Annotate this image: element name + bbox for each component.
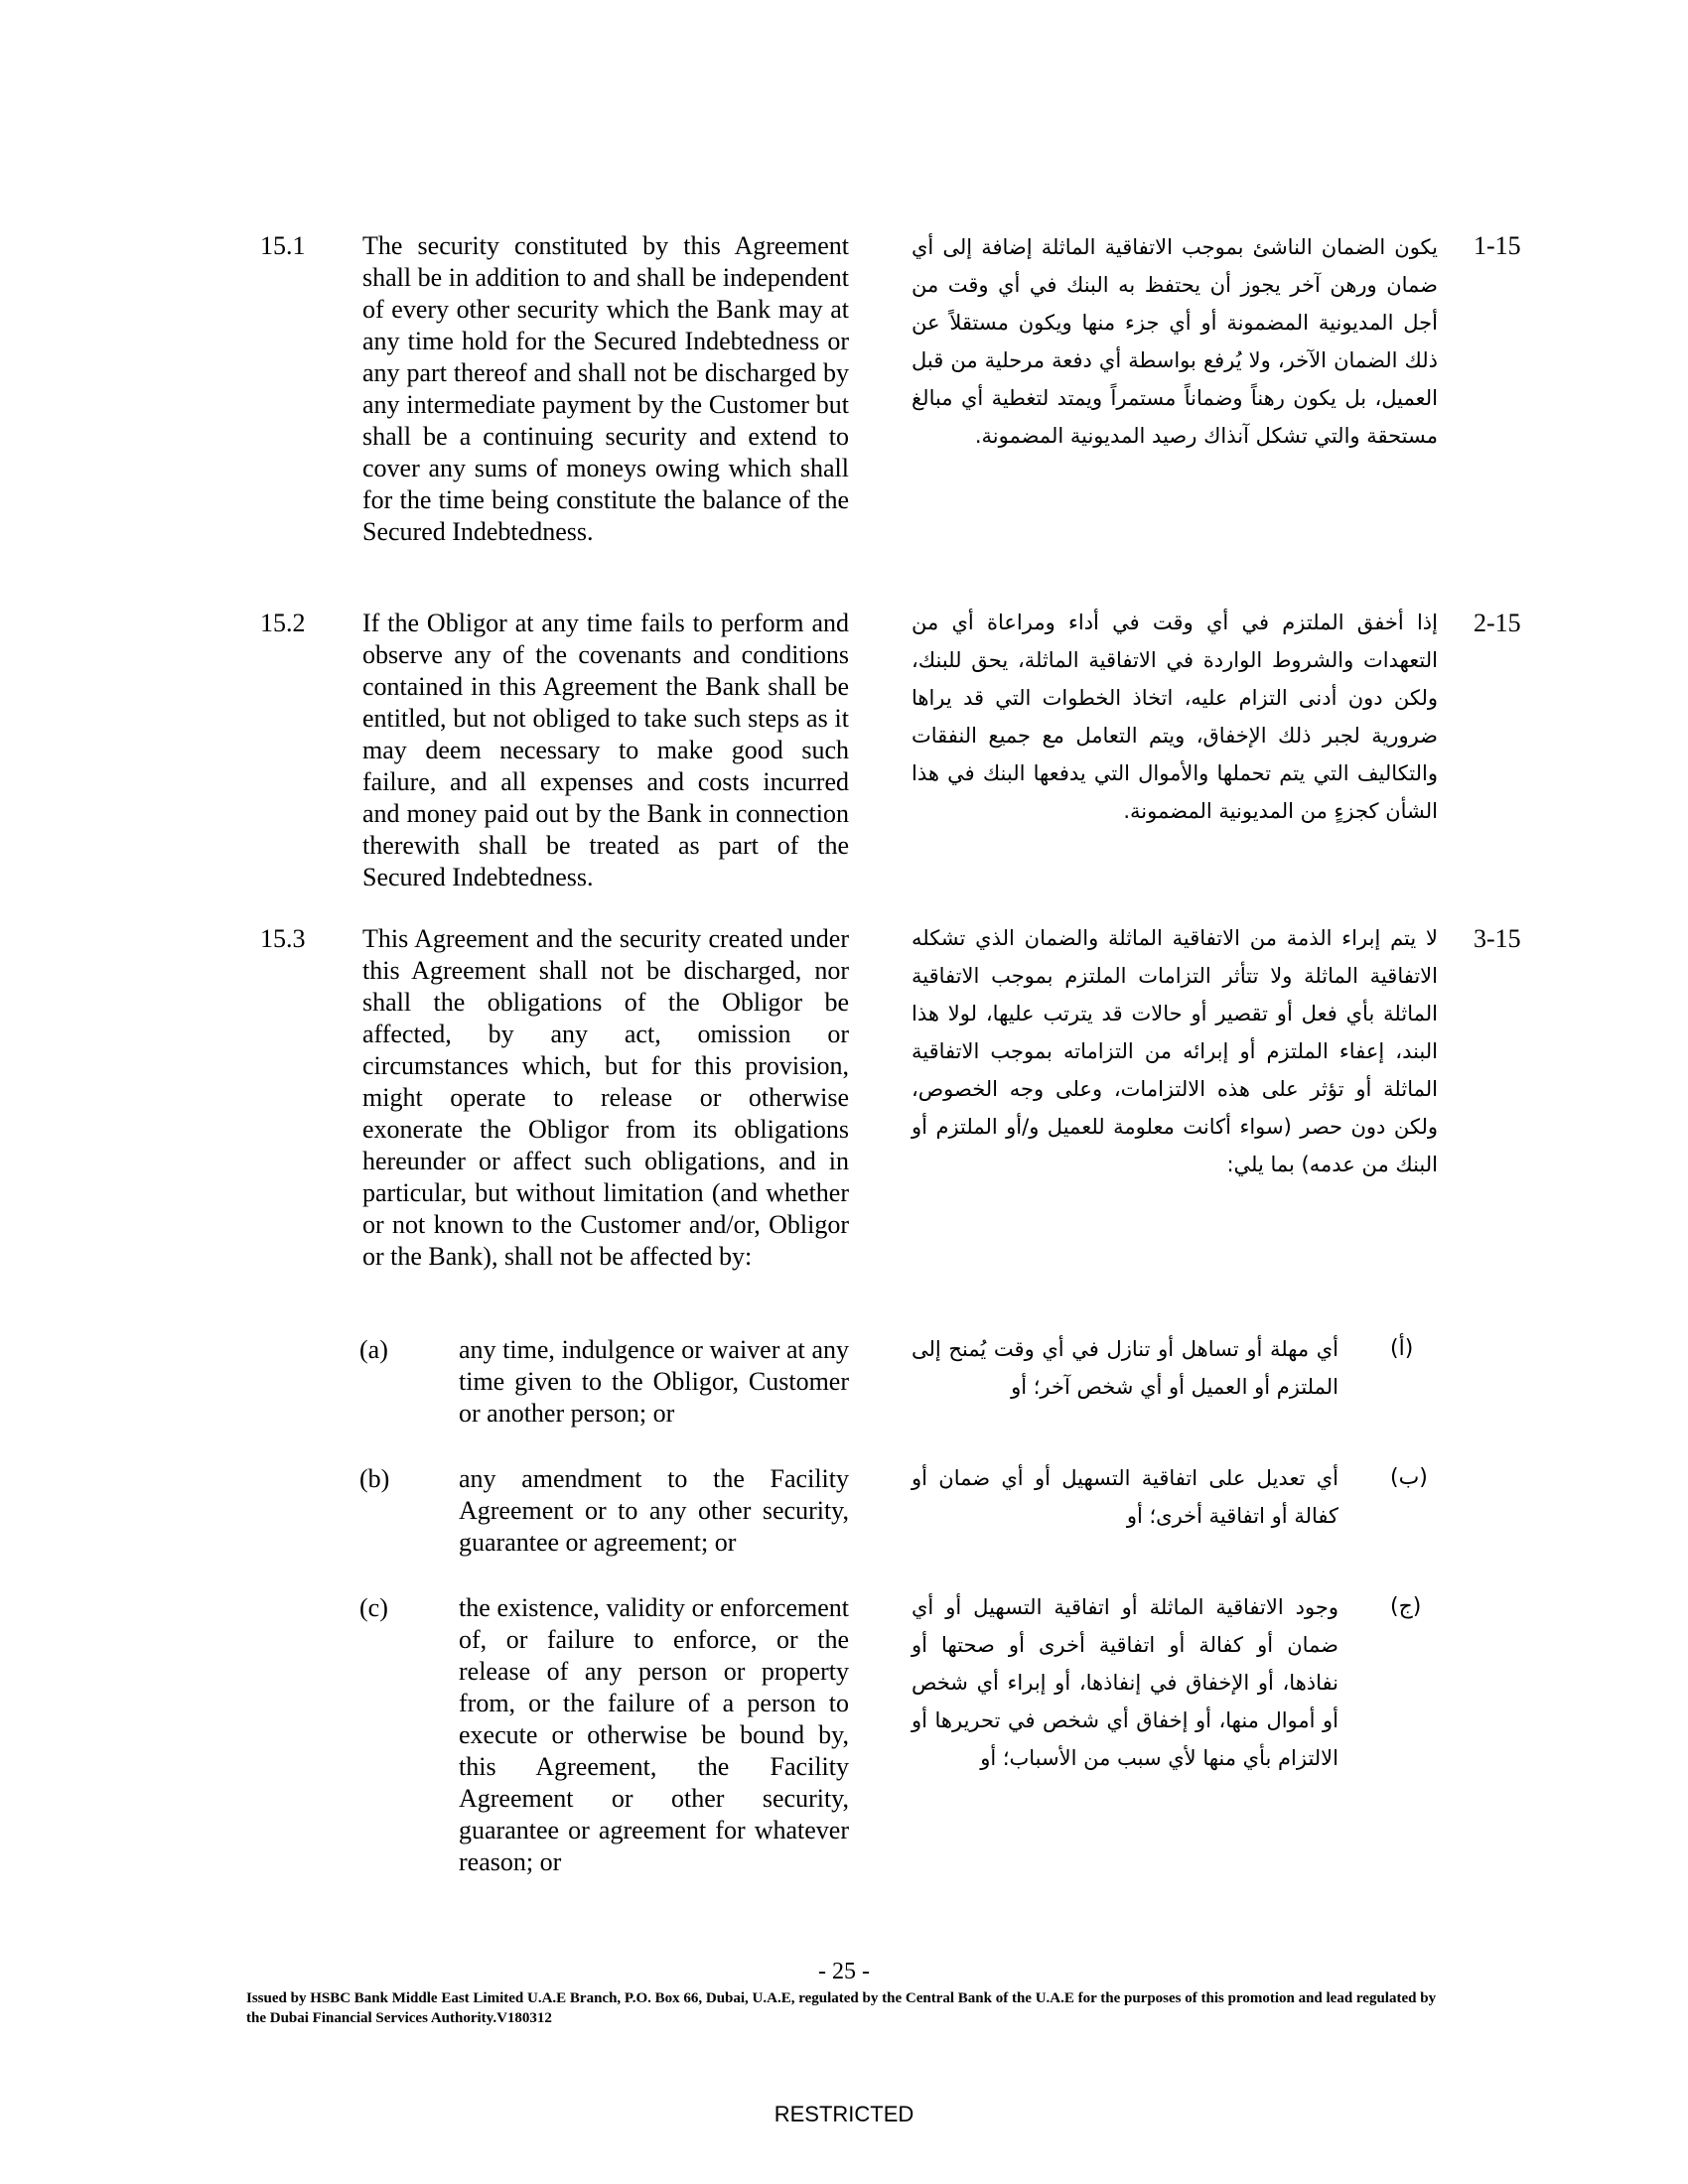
arabic-subclause-text: أي تعديل على اتفاقية التسهيل أو أي ضمان أو كفالة أو اتفاقية أخرى؛ أو bbox=[912, 1466, 1338, 1528]
subclause-letter: (c) bbox=[359, 1593, 388, 1622]
clause-text: If the Obligor at any time fails to perform and observe any of the covenants and conditions contained in this Agreement the Bank shall be entitled, but not obliged to take such steps as it may deem necessary to make good such failure, and all expenses and costs incurred and money paid out by the Bank in connection therewith shall be treated as part of the Secured Indebtedness. bbox=[362, 609, 849, 891]
page-number: - 25 - bbox=[818, 1959, 870, 1984]
arabic-clause-number: 3-15 bbox=[1474, 924, 1521, 953]
arabic-clause-number: 1-15 bbox=[1474, 231, 1521, 260]
clause-number: 15.2 bbox=[260, 609, 306, 637]
arabic-subclause-letter: (أ) bbox=[1390, 1336, 1414, 1361]
subclause-text: any time, indulgence or waiver at any time given to the Obligor, Customer or another person; or bbox=[459, 1335, 849, 1428]
arabic-clause-number: 2-15 bbox=[1474, 609, 1521, 637]
clause-text: This Agreement and the security created under this Agreement shall not be discharged, nor shall the obligations of the Obligor be affected, by any act, omission or circumstances which, but for this provision, might operate to release or otherwise exonerate the Obligor from its obligations hereunder or affect such obligations, and in particular, but without limitation (and whether or not known to the Customer and/or, Obligor or the Bank), shall not be affected by: bbox=[362, 924, 849, 1271]
arabic-subclause-letter: (ب) bbox=[1390, 1465, 1428, 1490]
arabic-subclause-text: أي مهلة أو تساهل أو تنازل في أي وقت يُمنح إلى الملتزم أو العميل أو أي شخص آخر؛ أو bbox=[912, 1337, 1338, 1399]
arabic-clause-text: لا يتم إبراء الذمة من الاتفاقية الماثلة والضمان الذي تشكله الاتفاقية الماثلة ولا تتأثر التزامات الملتزم بموجب الاتفاقية الماثلة بأي فعل أو تقصير أو حالات قد يترتب عليها، لولا هذا البند، إعفاء الملتزم أو إبرائه من التزاماته بموجب الاتفاقية الماثلة أو تؤثر على هذه الالتزامات، وعلى وجه الخصوص، ولكن دون حصر (سواء أكانت معلومة للعميل و/أو الملتزم أو البنك من عدمه) بما يلي: bbox=[912, 926, 1438, 1176]
arabic-subclause-letter: (ج) bbox=[1390, 1594, 1422, 1619]
clause-text: The security constituted by this Agreement shall be in addition to and shall be independent of every other security which the Bank may at any time hold for the Secured Indebtedness or any part thereof and shall not be discharged by any intermediate payment by the Customer but shall be a continuing security and extend to cover any sums of moneys owing which shall for the time being constitute the balance of the Secured Indebtedness. bbox=[362, 231, 849, 546]
subclause-letter: (b) bbox=[359, 1464, 390, 1493]
arabic-clause-text: يكون الضمان الناشئ بموجب الاتفاقية الماثلة إضافة إلى أي ضمان ورهن آخر يجوز أن يحتفظ به البنك في أي وقت من أجل المديونية المضمونة أو أي جزء منها ويكون مستقلاً عن ذلك الضمان الآخر، ولا يُرفع بواسطة أي دفعة مرحلية من قبل العميل، بل يكون رهناً وضماناً مستمراً ويمتد لتغطية أي مبالغ مستحقة والتي تشكل آنذاك رصيد المديونية المضمونة. bbox=[912, 235, 1438, 448]
clause-number: 15.3 bbox=[260, 924, 306, 953]
subclause-letter: (a) bbox=[359, 1335, 388, 1364]
classification-label: RESTRICTED bbox=[774, 2102, 914, 2126]
subclause-text: any amendment to the Facility Agreement or to any other security, guarantee or agreement; or bbox=[459, 1464, 849, 1557]
arabic-clause-text: إذا أخفق الملتزم في أي وقت في أداء ومراعاة أي من التعهدات والشروط الواردة في الاتفاقية الماثلة، يحق للبنك، ولكن دون أدنى التزام عليه، اتخاذ الخطوات التي قد يراها ضرورية لجبر ذلك الإخفاق، ويتم التعامل مع جميع النفقات والتكاليف التي يتم تحملها والأموال التي يدفعها البنك في هذا الشأن كجزءٍ من المديونية المضمونة. bbox=[912, 611, 1438, 823]
issuer-disclaimer: Issued by HSBC Bank Middle East Limited U.A.E Branch, P.O. Box 66, Dubai, U.A.E, regulated by the Central Bank of the U.A.E for the purposes of this promotion and lead regulated by the Dubai Financial Services Authority.V180312 bbox=[246, 1990, 1437, 2026]
arabic-subclause-text: وجود الاتفاقية الماثلة أو اتفاقية التسهيل أو أي ضمان أو كفالة أو اتفاقية أخرى أو صحتها أو نفاذها، أو الإخفاق في إنفاذها، أو إبراء أي شخص أو أموال منها، أو إخفاق أي شخص في تحريرها أو الالتزام بأي منها لأي سبب من الأسباب؛ أو bbox=[912, 1595, 1338, 1770]
subclause-text: the existence, validity or enforcement of, or failure to enforce, or the release of any person or property from, or the failure of a person to execute or otherwise be bound by, this Agreement, the Facility Agreement or other security, guarantee or agreement for whatever reason; or bbox=[459, 1593, 849, 1876]
clause-number: 15.1 bbox=[260, 231, 306, 260]
